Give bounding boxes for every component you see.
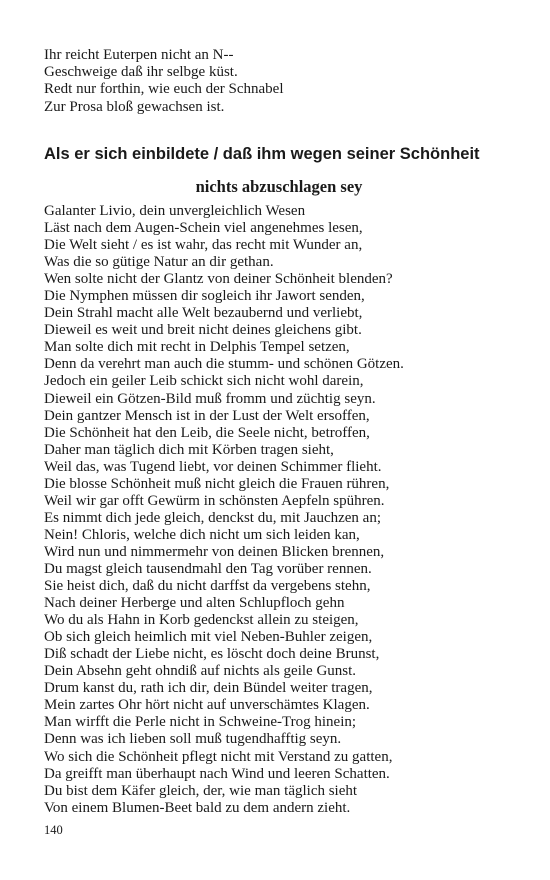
poem-line: Dieweil es weit und breit nicht deines gleichens gibt. [44,322,362,339]
poem-line: Sie heist dich, daß du nicht darffst da vergebens stehn, [44,578,371,595]
poem-line: Diß schadt der Liebe nicht, es löscht doch deine Brunst, [44,646,380,663]
poem-line: Von einem Blumen-Beet bald zu dem andern zieht. [44,799,351,816]
stanza-line: Redt nur forthin, wie euch der Schnabel [44,81,284,98]
poem-line: Die Nymphen müssen dir sogleich ihr Jawort senden, [44,288,365,305]
poem-line: Weil das, was Tugend liebt, vor deinen Schimmer flieht. [44,458,382,475]
poem-line: Denn da verehrt man auch die stumm- und schönen Götzen. [44,356,404,373]
poem-line: Jedoch ein geiler Leib schickt sich nicht wohl darein, [44,373,364,390]
poem-line: Weil wir gar offt Gewürm in schönsten Aepfeln spühren. [44,492,385,509]
poem-line: Wird nun und nimmermehr von deinen Blicken brennen, [44,543,385,560]
poem-line: Mein zartes Ohr hört nicht auf unverschämtes Klagen. [44,697,370,714]
stanza-line: Geschweige daß ihr selbge küst. [44,64,238,81]
poem-line: Daher man täglich dich mit Körben tragen sieht, [44,441,334,458]
poem-line: Dein gantzer Mensch ist in der Lust der Welt ersoffen, [44,407,370,424]
poem-line: Man wirfft die Perle nicht in Schweine-Trog hinein; [44,714,357,731]
poem-line: Dein Absehn geht ohndiß auf nichts als geile Gunst. [44,663,357,680]
poem-line: Dieweil ein Götzen-Bild muß fromm und züchtig seyn. [44,390,376,407]
poem-line: Läst nach dem Augen-Schein viel angenehmes lesen, [44,220,363,237]
poem-line: Es nimmt dich jede gleich, denckst du, mit Jauchzen an; [44,509,381,526]
poem-line: Denn was ich lieben soll muß tugendhafftig seyn. [44,731,342,748]
poem-line: Was die so gütige Natur an dir gethan. [44,254,274,271]
poem-line: Wo du als Hahn in Korb gedenckst allein zu steigen, [44,612,359,629]
stanza-line: Zur Prosa bloß gewachsen ist. [44,98,225,115]
poem-line: Dein Strahl macht alle Welt bezaubernd und verliebt, [44,305,363,322]
poem-body [44,203,514,817]
poem-line: Die Welt sieht / es ist wahr, das recht mit Wunder an, [44,237,363,254]
poem-line: Wen solte nicht der Glantz von deiner Schönheit blenden? [44,271,393,288]
poem-title-line-1: Als er sich einbildete / daß ihm wegen seiner Schönheit [44,145,480,163]
poem-line: Nach deiner Herberge und alten Schlupfloch gehn [44,595,345,612]
poem-line: Nein! Chloris, welche dich nicht um sich leiden kan, [44,526,360,543]
poem-line: Du bist dem Käfer gleich, der, wie man täglich sieht [44,782,358,799]
poem-line: Wo sich die Schönheit pflegt nicht mit Verstand zu gatten, [44,748,393,765]
poem-line: Ob sich gleich heimlich mit viel Neben-Buhler zeigen, [44,629,373,646]
poem-line: Galanter Livio, dein unvergleichlich Wesen [44,203,306,219]
poem-line: Du magst gleich tausendmahl den Tag vorüber rennen. [44,560,372,577]
poem-title-line-2: nichts abzuschlagen sey [195,177,363,196]
poem-line: Die Schönheit hat den Leib, die Seele nicht, betroffen, [44,424,370,441]
top-stanza [44,47,514,116]
poem-line: Da greifft man überhaupt nach Wind und leeren Schatten. [44,765,390,782]
poem-line: Drum kanst du, rath ich dir, dein Bündel weiter tragen, [44,680,373,697]
poem-line: Die blosse Schönheit muß nicht gleich die Frauen rühren, [44,475,390,492]
page-number: 140 [44,823,63,837]
stanza-line: Ihr reicht Euterpen nicht an N-- [44,47,234,63]
poem-line: Man solte dich mit recht in Delphis Tempel setzen, [44,339,350,356]
